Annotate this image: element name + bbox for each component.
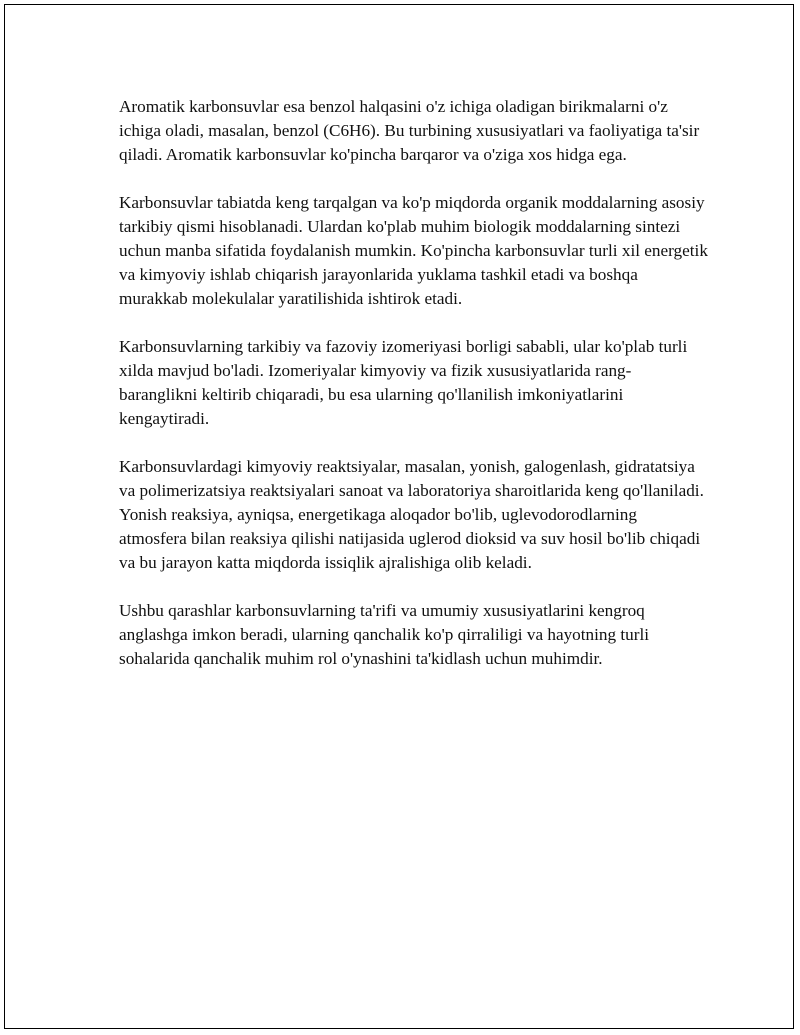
paragraph-chemical-reactions: Karbonsuvlardagi kimyoviy reaktsiyalar, masalan, yonish, galogenlash, gidratatsiya va polimerizatsiya reaktsiyalari sanoat va laboratoriya sharoitlarida keng qo'llaniladi. Yonish reaksiya, ayniqsa, energetikaga aloqador bo'lib, uglevodorodlarning atmosfera bilan reaksiya qilishi natijasida uglerod dioksid va suv hosil bo'lib chiqadi va bu jarayon katta miqdorda issiqlik ajralishiga olib keladi. [119,457,704,572]
document-body [119,95,709,695]
paragraph-conclusion: Ushbu qarashlar karbonsuvlarning ta'rifi va umumiy xususiyatlarini kengroq anglashga imkon beradi, ularning qanchalik ko'p qirraliligi va hayotning turli sohalarida qanchalik muhim rol o'ynashini ta'kidlash uchun muhimdir. [119,601,650,668]
document-page [4,4,794,1029]
paragraph-isomerism: Karbonsuvlarning tarkibiy va fazoviy izomeriyasi borligi sababli, ular ko'plab turli xilda mavjud bo'ladi. Izomeriyalar kimyoviy va fizik xususiyatlarida rang-baranglikni keltirib chiqaradi, bu esa ularning qo'llanilish imkoniyatlarini kengaytiradi. [119,337,688,428]
paragraph-aromatic-hydrocarbons: Aromatik karbonsuvlar esa benzol halqasini o'z ichiga oladigan birikmalarni o'z ichiga oladi, masalan, benzol (C6H6). Bu turbining xususiyatlari va faoliyatiga ta'sir qiladi. Aromatik karbonsuvlar ko'pincha barqaror va o'ziga xos hidga ega. [119,97,700,164]
paragraph-occurrence-in-nature: Karbonsuvlar tabiatda keng tarqalgan va ko'p miqdorda organik moddalarning asosiy tarkibiy qismi hisoblanadi. Ulardan ko'plab muhim biologik moddalarning sintezi uchun manba sifatida foydalanish mumkin. Ko'pincha karbonsuvlar turli xil energetik va kimyoviy ishlab chiqarish jarayonlarida yuklama tashkil etadi va boshqa murakkab molekulalar yaratilishida ishtirok etadi. [119,193,708,308]
